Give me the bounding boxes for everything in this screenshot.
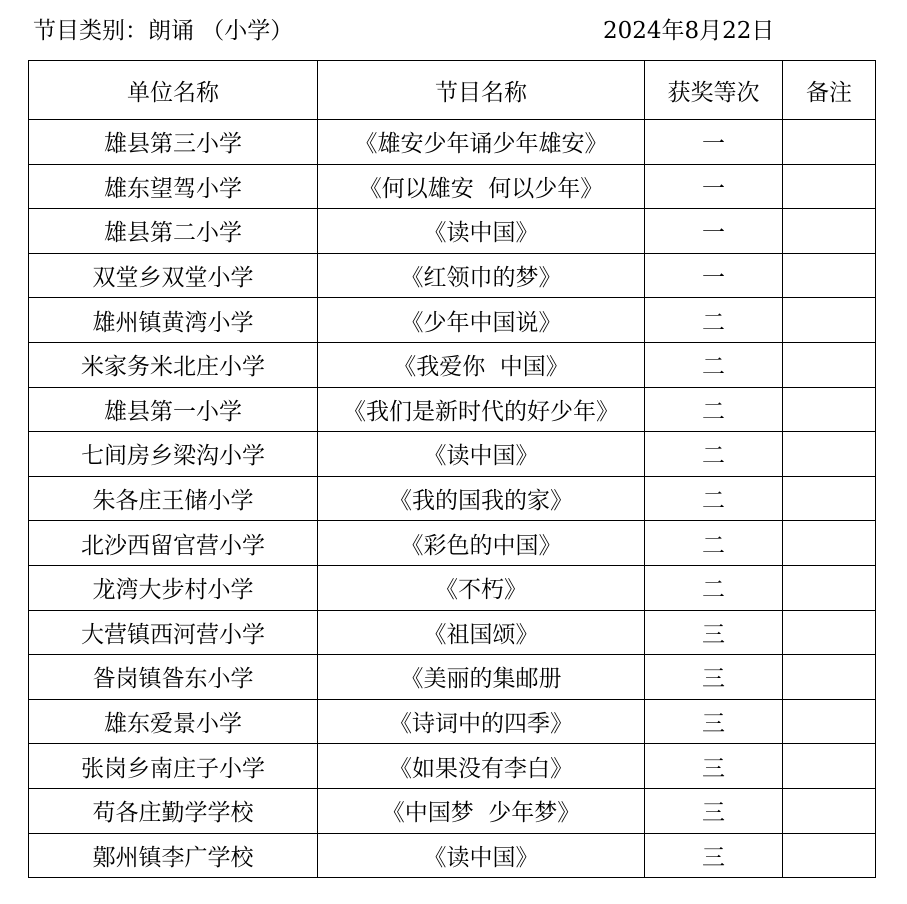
program-name-cell: 《美丽的集邮册 <box>318 655 645 700</box>
table-row <box>29 120 876 165</box>
award-level-cell: 一 <box>645 164 783 209</box>
column-header-unit: 单位名称 <box>29 61 318 120</box>
table-row <box>29 744 876 789</box>
program-name-cell: 《祖国颂》 <box>318 610 645 655</box>
table-row <box>29 387 876 432</box>
unit-name-cell: 苟各庄勤学学校 <box>29 788 318 833</box>
note-cell <box>783 521 876 566</box>
award-level-cell: 二 <box>645 521 783 566</box>
unit-name-cell: 张岗乡南庄子小学 <box>29 744 318 789</box>
note-cell <box>783 432 876 477</box>
note-cell <box>783 164 876 209</box>
award-level-cell: 一 <box>645 120 783 165</box>
table-row <box>29 833 876 878</box>
note-cell <box>783 833 876 878</box>
unit-name-cell: 鄚州镇李广学校 <box>29 833 318 878</box>
program-name-cell: 《彩色的中国》 <box>318 521 645 566</box>
award-level-cell: 二 <box>645 298 783 343</box>
note-cell <box>783 655 876 700</box>
note-cell <box>783 120 876 165</box>
unit-name-cell: 雄州镇黄湾小学 <box>29 298 318 343</box>
unit-name-cell: 大营镇西河营小学 <box>29 610 318 655</box>
program-name-cell: 《少年中国说》 <box>318 298 645 343</box>
program-name-cell: 《如果没有李白》 <box>318 744 645 789</box>
table-row <box>29 298 876 343</box>
program-name-cell: 《我爱你 中国》 <box>318 342 645 387</box>
column-header-award: 获奖等次 <box>645 61 783 120</box>
note-cell <box>783 699 876 744</box>
note-cell <box>783 342 876 387</box>
award-level-cell: 二 <box>645 342 783 387</box>
table-row <box>29 432 876 477</box>
program-name-cell: 《读中国》 <box>318 209 645 254</box>
table-row <box>29 610 876 655</box>
table-body <box>29 120 876 878</box>
note-cell <box>783 744 876 789</box>
table-row <box>29 253 876 298</box>
note-cell <box>783 253 876 298</box>
award-level-cell: 二 <box>645 565 783 610</box>
unit-name-cell: 雄县第一小学 <box>29 387 318 432</box>
note-cell <box>783 565 876 610</box>
program-name-cell: 《读中国》 <box>318 833 645 878</box>
note-cell <box>783 610 876 655</box>
table-row <box>29 164 876 209</box>
table-row <box>29 788 876 833</box>
unit-name-cell: 雄东爱景小学 <box>29 699 318 744</box>
table-row <box>29 565 876 610</box>
table-row <box>29 342 876 387</box>
program-name-cell: 《诗词中的四季》 <box>318 699 645 744</box>
program-name-cell: 《不朽》 <box>318 565 645 610</box>
unit-name-cell: 米家务米北庄小学 <box>29 342 318 387</box>
table-row <box>29 476 876 521</box>
table-row <box>29 209 876 254</box>
award-level-cell: 二 <box>645 387 783 432</box>
note-cell <box>783 476 876 521</box>
award-results-table <box>28 60 876 878</box>
program-name-cell: 《读中国》 <box>318 432 645 477</box>
award-level-cell: 三 <box>645 833 783 878</box>
award-level-cell: 三 <box>645 655 783 700</box>
program-name-cell: 《中国梦 少年梦》 <box>318 788 645 833</box>
unit-name-cell: 双堂乡双堂小学 <box>29 253 318 298</box>
program-category: 节目类别：朗诵 （小学） <box>33 18 294 44</box>
table-row <box>29 699 876 744</box>
table-row <box>29 655 876 700</box>
unit-name-cell: 朱各庄王储小学 <box>29 476 318 521</box>
unit-name-cell: 北沙西留官营小学 <box>29 521 318 566</box>
event-date: 2024年8月22日 <box>603 18 775 44</box>
table-row <box>29 521 876 566</box>
program-name-cell: 《何以雄安 何以少年》 <box>318 164 645 209</box>
award-level-cell: 二 <box>645 432 783 477</box>
program-name-cell: 《红领巾的梦》 <box>318 253 645 298</box>
note-cell <box>783 387 876 432</box>
award-level-cell: 一 <box>645 209 783 254</box>
program-name-cell: 《我的国我的家》 <box>318 476 645 521</box>
award-level-cell: 三 <box>645 788 783 833</box>
award-level-cell: 一 <box>645 253 783 298</box>
unit-name-cell: 龙湾大步村小学 <box>29 565 318 610</box>
note-cell <box>783 298 876 343</box>
note-cell <box>783 209 876 254</box>
program-name-cell: 《我们是新时代的好少年》 <box>318 387 645 432</box>
note-cell <box>783 788 876 833</box>
award-level-cell: 三 <box>645 744 783 789</box>
award-level-cell: 二 <box>645 476 783 521</box>
unit-name-cell: 昝岗镇昝东小学 <box>29 655 318 700</box>
program-name-cell: 《雄安少年诵少年雄安》 <box>318 120 645 165</box>
column-header-note: 备注 <box>783 61 876 120</box>
unit-name-cell: 雄县第二小学 <box>29 209 318 254</box>
unit-name-cell: 雄东望驾小学 <box>29 164 318 209</box>
column-header-program: 节目名称 <box>318 61 645 120</box>
award-level-cell: 三 <box>645 699 783 744</box>
unit-name-cell: 七间房乡梁沟小学 <box>29 432 318 477</box>
unit-name-cell: 雄县第三小学 <box>29 120 318 165</box>
table-header-row <box>29 61 876 120</box>
award-level-cell: 三 <box>645 610 783 655</box>
